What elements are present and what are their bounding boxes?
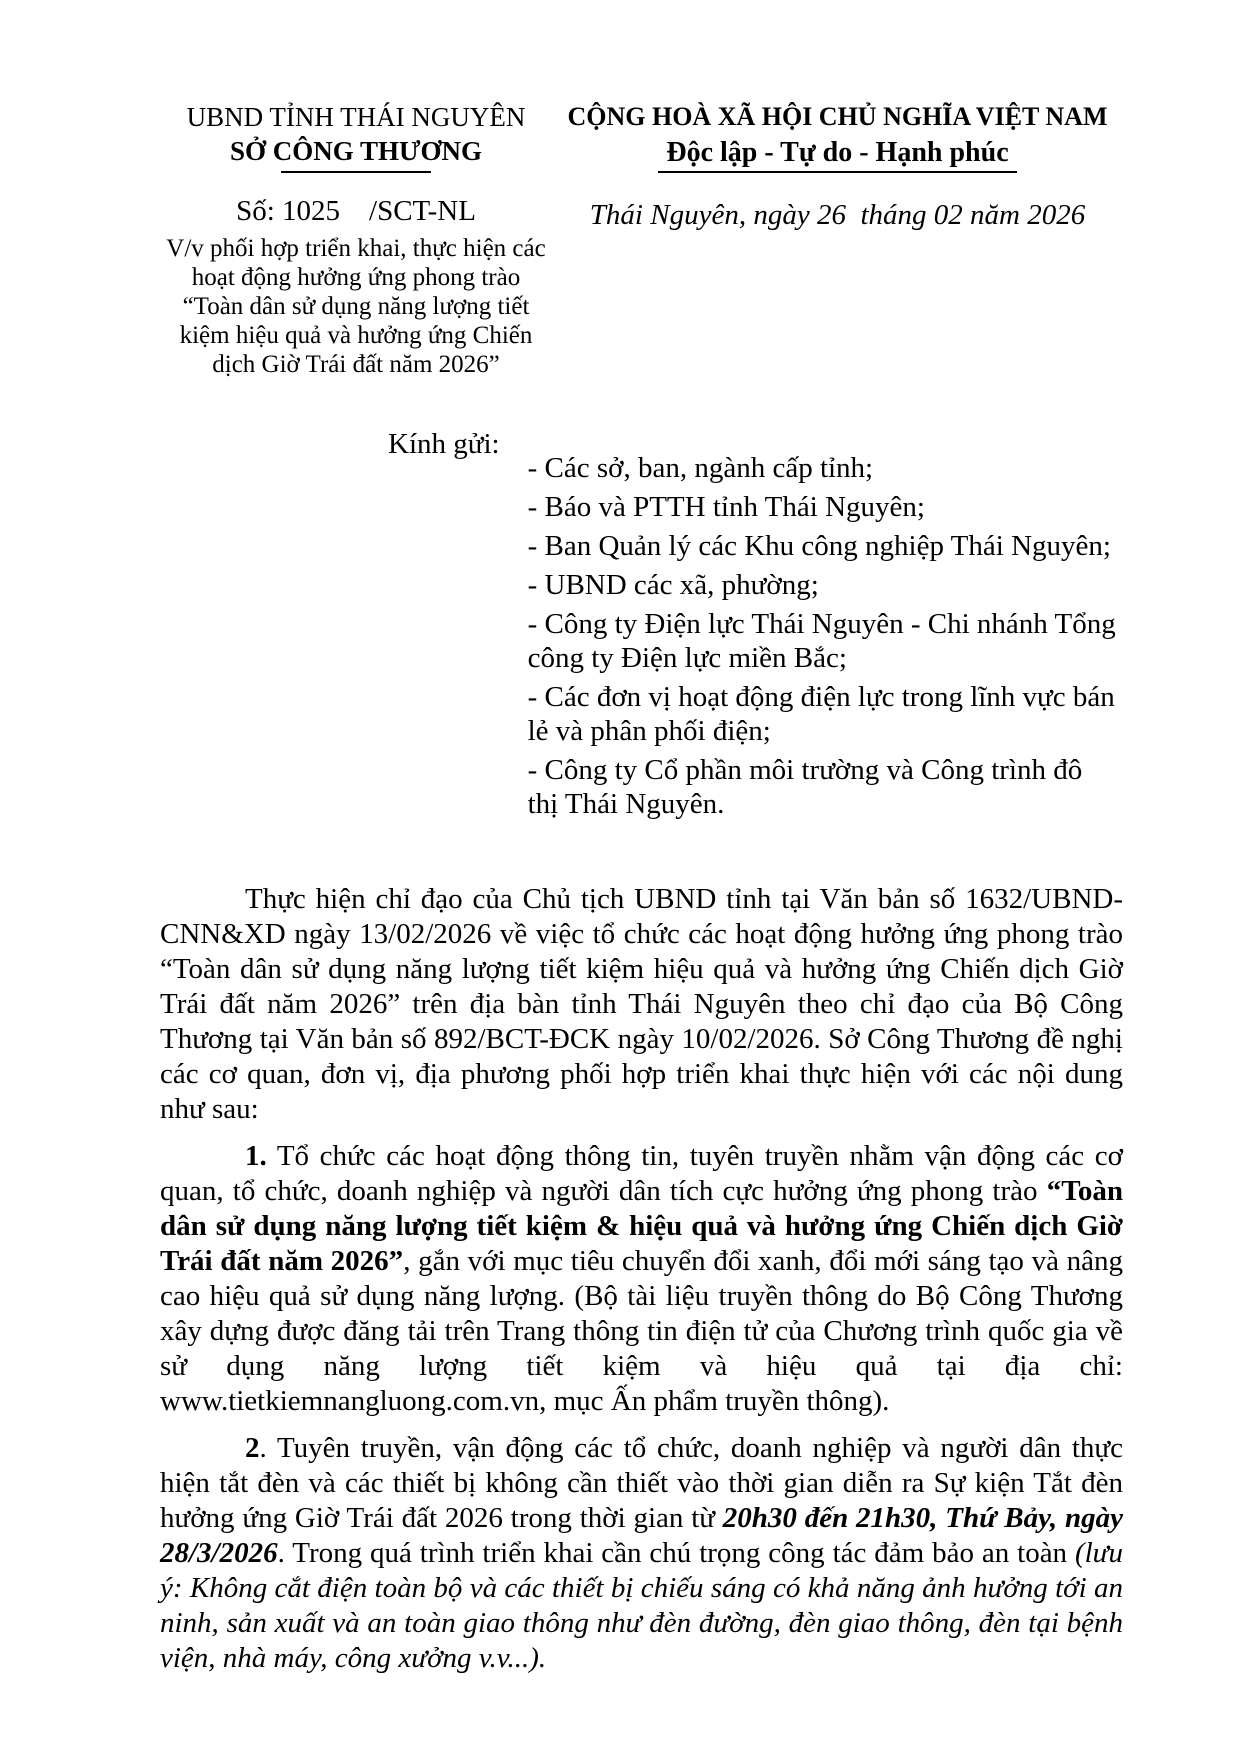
recipient-item: - UBND các xã, phường; [527,569,819,601]
issuing-agency-block [160,100,552,379]
body-paragraph-item-1: 1. Tổ chức các hoạt động thông tin, tuyên truyền nhằm vận động các cơ quan, tổ chức, doanh nghiệp và người dân tích cực hưởng ứng phong trào “Toàn dân sử dụng năng lượng tiết kiệm & hiệu quả và hưởng ứng Chiến dịch Giờ Trái đất năm 2026”, gắn với mục tiêu chuyển đổi xanh, đổi mới sáng tạo và nâng cao hiệu quả sử dụng năng lượng. (Bộ tài liệu truyền thông do Bộ Công Thương xây dựng được đăng tải trên Trang thông tin điện tử của Chương trình quốc gia về sử dụng năng lượng tiết kiệm và hiệu quả tại địa chỉ: www.tietkiemnangluong.com.vn, mục Ấn phẩm truyền thông). [160,1140,1123,1417]
document-number: Số: 1025 /SCT-NL [236,195,476,227]
recipient-item: - Công ty Điện lực Thái Nguyên - Chi nhánh Tổng công ty Điện lực miền Bắc; [527,608,1116,674]
recipient-item: - Các sở, ban, ngành cấp tỉnh; [527,452,874,484]
recipient-item: - Báo và PTTH tỉnh Thái Nguyên; [527,491,925,523]
salutation-section [160,425,1123,826]
document-subject: V/v phối hợp triển khai, thực hiện các hoạt động hưởng ứng phong trào “Toàn dân sử dụng năng lượng tiết kiệm hiệu quả và hưởng ứng Chiến dịch Giờ Trái đất năm 2026” [166,235,546,378]
recipient-item: - Các đơn vị hoạt động điện lực trong lĩnh vực bán lẻ và phân phối điện; [527,681,1115,747]
body-paragraph-item-2: 2. Tuyên truyền, vận động các tổ chức, doanh nghiệp và người dân thực hiện tắt đèn và các thiết bị không cần thiết vào thời gian diễn ra Sự kiện Tắt đèn hưởng ứng Giờ Trái đất 2026 trong thời gian từ 20h30 đến 21h30, Thứ Bảy, ngày 28/3/2026. Trong quá trình triển khai cần chú trọng công tác đảm bảo an toàn (lưu ý: Không cắt điện toàn bộ và các thiết bị chiếu sáng có khả năng ảnh hưởng tới an ninh, sản xuất và an toàn giao thông như đèn đường, đèn giao thông, đèn tại bệnh viện, nhà máy, công xưởng v.v...). [160,1432,1123,1674]
national-motto-wrap [552,136,1123,173]
document-body [160,882,1123,1676]
document-header [160,100,1123,379]
national-header-block [552,100,1123,232]
agency-name-underline [281,171,431,173]
salutation-label: Kính gửi: [388,428,500,460]
body-paragraph-intro: Thực hiện chỉ đạo của Chủ tịch UBND tỉnh tại Văn bản số 1632/UBND-CNN&XD ngày 13/02/2026 về việc tổ chức các hoạt động hưởng ứng phong trào “Toàn dân sử dụng năng lượng tiết kiệm hiệu quả và hưởng ứng Chiến dịch Giờ Trái đất năm 2026” trên địa bàn tỉnh Thái Nguyên theo chỉ đạo của Bộ Công Thương tại Văn bản số 892/BCT-ĐCK ngày 10/02/2026. Sở Công Thương đề nghị các cơ quan, đơn vị, địa phương phối hợp triển khai thực hiện với các nội dung như sau: [160,883,1123,1125]
national-motto: Độc lập - Tự do - Hạnh phúc [658,136,1016,173]
recipient-list [528,451,1120,826]
national-title: CỘNG HOÀ XÃ HỘI CHỦ NGHĨA VIỆT NAM [567,102,1108,131]
agency-name: SỞ CÔNG THƯƠNG [229,136,483,166]
recipient-item: - Công ty Cổ phần môi trường và Công trình đô thị Thái Nguyên. [527,754,1083,820]
parent-agency-name: UBND TỈNH THÁI NGUYÊN [186,102,526,132]
recipient-item: - Ban Quản lý các Khu công nghiệp Thái Nguyên; [527,530,1111,562]
place-and-date: Thái Nguyên, ngày 26 tháng 02 năm 2026 [589,199,1086,231]
